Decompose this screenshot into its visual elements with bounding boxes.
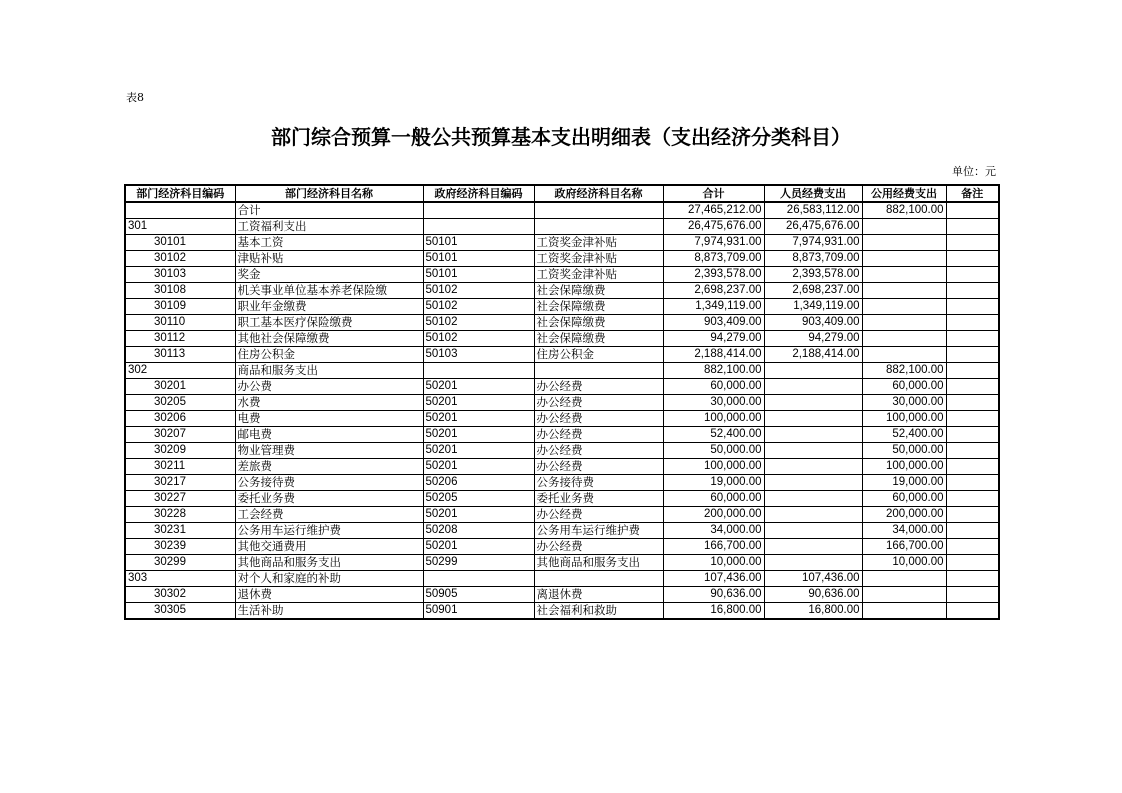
public-cell bbox=[862, 251, 946, 267]
dept-code-cell: 30299 bbox=[125, 555, 235, 571]
gov-name-cell: 办公经费 bbox=[534, 539, 663, 555]
public-cell bbox=[862, 571, 946, 587]
personnel-cell: 2,188,414.00 bbox=[764, 347, 862, 363]
dept-code-cell: 30103 bbox=[125, 267, 235, 283]
budget-detail-table bbox=[124, 184, 1000, 620]
gov-name-cell: 办公经费 bbox=[534, 459, 663, 475]
total-cell: 94,279.00 bbox=[663, 331, 764, 347]
table-row bbox=[125, 235, 999, 251]
personnel-cell: 1,349,119.00 bbox=[764, 299, 862, 315]
total-cell: 903,409.00 bbox=[663, 315, 764, 331]
dept-name-cell: 水费 bbox=[235, 395, 423, 411]
note-cell bbox=[946, 491, 999, 507]
gov-code-cell: 50201 bbox=[423, 507, 534, 523]
table-row bbox=[125, 571, 999, 587]
table-row bbox=[125, 539, 999, 555]
public-cell bbox=[862, 603, 946, 620]
total-cell: 19,000.00 bbox=[663, 475, 764, 491]
table-number-label: 表8 bbox=[126, 91, 144, 104]
dept-code-cell: 30209 bbox=[125, 443, 235, 459]
public-cell bbox=[862, 235, 946, 251]
table-row bbox=[125, 331, 999, 347]
total-cell: 7,974,931.00 bbox=[663, 235, 764, 251]
personnel-cell: 2,698,237.00 bbox=[764, 283, 862, 299]
dept-code-cell: 30228 bbox=[125, 507, 235, 523]
total-cell: 166,700.00 bbox=[663, 539, 764, 555]
dept-name-cell: 电费 bbox=[235, 411, 423, 427]
public-cell bbox=[862, 283, 946, 299]
gov-name-cell bbox=[534, 363, 663, 379]
public-cell: 200,000.00 bbox=[862, 507, 946, 523]
table-row bbox=[125, 283, 999, 299]
dept-name-cell: 合计 bbox=[235, 202, 423, 219]
note-cell bbox=[946, 571, 999, 587]
gov-code-cell: 50299 bbox=[423, 555, 534, 571]
dept-name-cell: 其他社会保障缴费 bbox=[235, 331, 423, 347]
table-row bbox=[125, 507, 999, 523]
note-cell bbox=[946, 283, 999, 299]
dept-code-cell: 30231 bbox=[125, 523, 235, 539]
note-cell bbox=[946, 315, 999, 331]
personnel-cell: 7,974,931.00 bbox=[764, 235, 862, 251]
gov-name-cell: 办公经费 bbox=[534, 427, 663, 443]
dept-name-cell: 办公费 bbox=[235, 379, 423, 395]
gov-code-cell bbox=[423, 219, 534, 235]
dept-code-cell: 30102 bbox=[125, 251, 235, 267]
table-header-row bbox=[125, 185, 999, 202]
note-cell bbox=[946, 539, 999, 555]
header-dept-name: 部门经济科目名称 bbox=[235, 185, 423, 202]
gov-name-cell: 办公经费 bbox=[534, 395, 663, 411]
public-cell: 100,000.00 bbox=[862, 411, 946, 427]
gov-name-cell bbox=[534, 571, 663, 587]
header-public: 公用经费支出 bbox=[862, 185, 946, 202]
dept-name-cell: 机关事业单位基本养老保险缴 bbox=[235, 283, 423, 299]
gov-code-cell: 50201 bbox=[423, 459, 534, 475]
gov-name-cell: 工资奖金津补贴 bbox=[534, 267, 663, 283]
table-row bbox=[125, 603, 999, 620]
note-cell bbox=[946, 251, 999, 267]
dept-code-cell: 30201 bbox=[125, 379, 235, 395]
header-gov-code: 政府经济科目编码 bbox=[423, 185, 534, 202]
public-cell: 100,000.00 bbox=[862, 459, 946, 475]
gov-code-cell bbox=[423, 202, 534, 219]
public-cell bbox=[862, 331, 946, 347]
public-cell: 60,000.00 bbox=[862, 491, 946, 507]
table-row bbox=[125, 251, 999, 267]
gov-name-cell: 社会福利和救助 bbox=[534, 603, 663, 620]
gov-name-cell: 公务用车运行维护费 bbox=[534, 523, 663, 539]
dept-name-cell: 物业管理费 bbox=[235, 443, 423, 459]
total-cell: 90,636.00 bbox=[663, 587, 764, 603]
gov-code-cell: 50101 bbox=[423, 267, 534, 283]
dept-name-cell: 公务接待费 bbox=[235, 475, 423, 491]
table-row bbox=[125, 363, 999, 379]
total-cell: 100,000.00 bbox=[663, 411, 764, 427]
gov-code-cell: 50102 bbox=[423, 315, 534, 331]
dept-name-cell: 工资福利支出 bbox=[235, 219, 423, 235]
total-cell: 50,000.00 bbox=[663, 443, 764, 459]
note-cell bbox=[946, 443, 999, 459]
header-gov-name: 政府经济科目名称 bbox=[534, 185, 663, 202]
total-cell: 10,000.00 bbox=[663, 555, 764, 571]
table-body bbox=[125, 202, 999, 619]
dept-code-cell: 30108 bbox=[125, 283, 235, 299]
note-cell bbox=[946, 475, 999, 491]
table-row bbox=[125, 475, 999, 491]
total-cell: 2,188,414.00 bbox=[663, 347, 764, 363]
dept-code-cell: 30101 bbox=[125, 235, 235, 251]
dept-code-cell: 303 bbox=[125, 571, 235, 587]
table-row bbox=[125, 315, 999, 331]
gov-code-cell: 50201 bbox=[423, 427, 534, 443]
note-cell bbox=[946, 427, 999, 443]
dept-code-cell: 30113 bbox=[125, 347, 235, 363]
dept-name-cell: 职业年金缴费 bbox=[235, 299, 423, 315]
public-cell: 19,000.00 bbox=[862, 475, 946, 491]
total-cell: 882,100.00 bbox=[663, 363, 764, 379]
personnel-cell bbox=[764, 475, 862, 491]
public-cell bbox=[862, 267, 946, 283]
dept-code-cell: 301 bbox=[125, 219, 235, 235]
personnel-cell bbox=[764, 491, 862, 507]
table-row bbox=[125, 395, 999, 411]
gov-code-cell: 50201 bbox=[423, 395, 534, 411]
note-cell bbox=[946, 363, 999, 379]
unit-label: 单位：元 bbox=[952, 165, 996, 178]
dept-name-cell: 委托业务费 bbox=[235, 491, 423, 507]
gov-code-cell: 50208 bbox=[423, 523, 534, 539]
dept-name-cell: 对个人和家庭的补助 bbox=[235, 571, 423, 587]
public-cell bbox=[862, 315, 946, 331]
dept-name-cell: 商品和服务支出 bbox=[235, 363, 423, 379]
dept-code-cell: 30305 bbox=[125, 603, 235, 620]
table-row bbox=[125, 299, 999, 315]
personnel-cell: 26,583,112.00 bbox=[764, 202, 862, 219]
public-cell bbox=[862, 219, 946, 235]
gov-code-cell: 50201 bbox=[423, 379, 534, 395]
header-total: 合计 bbox=[663, 185, 764, 202]
table-row bbox=[125, 459, 999, 475]
dept-code-cell: 30110 bbox=[125, 315, 235, 331]
total-cell: 100,000.00 bbox=[663, 459, 764, 475]
personnel-cell: 8,873,709.00 bbox=[764, 251, 862, 267]
gov-code-cell: 50101 bbox=[423, 235, 534, 251]
personnel-cell bbox=[764, 379, 862, 395]
gov-name-cell: 办公经费 bbox=[534, 379, 663, 395]
gov-name-cell: 办公经费 bbox=[534, 507, 663, 523]
total-cell: 34,000.00 bbox=[663, 523, 764, 539]
dept-name-cell: 津贴补贴 bbox=[235, 251, 423, 267]
note-cell bbox=[946, 411, 999, 427]
dept-code-cell: 30302 bbox=[125, 587, 235, 603]
page-title: 部门综合预算一般公共预算基本支出明细表（支出经济分类科目） bbox=[271, 125, 851, 149]
dept-name-cell: 退休费 bbox=[235, 587, 423, 603]
dept-code-cell: 30211 bbox=[125, 459, 235, 475]
note-cell bbox=[946, 379, 999, 395]
total-cell: 200,000.00 bbox=[663, 507, 764, 523]
dept-name-cell: 住房公积金 bbox=[235, 347, 423, 363]
gov-name-cell bbox=[534, 219, 663, 235]
gov-code-cell: 50201 bbox=[423, 411, 534, 427]
dept-code-cell: 30207 bbox=[125, 427, 235, 443]
gov-name-cell: 公务接待费 bbox=[534, 475, 663, 491]
dept-name-cell: 公务用车运行维护费 bbox=[235, 523, 423, 539]
personnel-cell bbox=[764, 411, 862, 427]
personnel-cell: 90,636.00 bbox=[764, 587, 862, 603]
gov-code-cell: 50201 bbox=[423, 539, 534, 555]
dept-code-cell bbox=[125, 202, 235, 219]
dept-code-cell: 30109 bbox=[125, 299, 235, 315]
gov-name-cell: 住房公积金 bbox=[534, 347, 663, 363]
personnel-cell bbox=[764, 539, 862, 555]
note-cell bbox=[946, 507, 999, 523]
dept-name-cell: 邮电费 bbox=[235, 427, 423, 443]
public-cell: 882,100.00 bbox=[862, 363, 946, 379]
gov-name-cell: 其他商品和服务支出 bbox=[534, 555, 663, 571]
note-cell bbox=[946, 555, 999, 571]
total-cell: 60,000.00 bbox=[663, 379, 764, 395]
public-cell: 882,100.00 bbox=[862, 202, 946, 219]
dept-code-cell: 30205 bbox=[125, 395, 235, 411]
table-row bbox=[125, 202, 999, 219]
gov-code-cell: 50103 bbox=[423, 347, 534, 363]
header-personnel: 人员经费支出 bbox=[764, 185, 862, 202]
gov-name-cell: 工资奖金津补贴 bbox=[534, 235, 663, 251]
note-cell bbox=[946, 603, 999, 620]
header-dept-code: 部门经济科目编码 bbox=[125, 185, 235, 202]
note-cell bbox=[946, 523, 999, 539]
dept-name-cell: 职工基本医疗保险缴费 bbox=[235, 315, 423, 331]
gov-code-cell: 50102 bbox=[423, 299, 534, 315]
dept-name-cell: 其他商品和服务支出 bbox=[235, 555, 423, 571]
table-row bbox=[125, 379, 999, 395]
personnel-cell: 26,475,676.00 bbox=[764, 219, 862, 235]
personnel-cell: 94,279.00 bbox=[764, 331, 862, 347]
public-cell: 50,000.00 bbox=[862, 443, 946, 459]
note-cell bbox=[946, 202, 999, 219]
note-cell bbox=[946, 267, 999, 283]
table-row bbox=[125, 427, 999, 443]
personnel-cell: 903,409.00 bbox=[764, 315, 862, 331]
gov-code-cell: 50205 bbox=[423, 491, 534, 507]
note-cell bbox=[946, 299, 999, 315]
gov-name-cell: 社会保障缴费 bbox=[534, 299, 663, 315]
total-cell: 107,436.00 bbox=[663, 571, 764, 587]
gov-name-cell: 委托业务费 bbox=[534, 491, 663, 507]
gov-code-cell: 50201 bbox=[423, 443, 534, 459]
table-row bbox=[125, 491, 999, 507]
gov-code-cell: 50102 bbox=[423, 331, 534, 347]
gov-name-cell: 社会保障缴费 bbox=[534, 315, 663, 331]
dept-code-cell: 302 bbox=[125, 363, 235, 379]
note-cell bbox=[946, 235, 999, 251]
table-row bbox=[125, 347, 999, 363]
personnel-cell bbox=[764, 395, 862, 411]
personnel-cell: 107,436.00 bbox=[764, 571, 862, 587]
dept-name-cell: 其他交通费用 bbox=[235, 539, 423, 555]
gov-code-cell: 50901 bbox=[423, 603, 534, 620]
personnel-cell bbox=[764, 555, 862, 571]
gov-name-cell: 社会保障缴费 bbox=[534, 331, 663, 347]
table-row bbox=[125, 587, 999, 603]
gov-name-cell bbox=[534, 202, 663, 219]
table-row bbox=[125, 555, 999, 571]
public-cell: 60,000.00 bbox=[862, 379, 946, 395]
table-row bbox=[125, 523, 999, 539]
total-cell: 60,000.00 bbox=[663, 491, 764, 507]
public-cell: 52,400.00 bbox=[862, 427, 946, 443]
public-cell: 166,700.00 bbox=[862, 539, 946, 555]
dept-code-cell: 30227 bbox=[125, 491, 235, 507]
total-cell: 30,000.00 bbox=[663, 395, 764, 411]
dept-code-cell: 30217 bbox=[125, 475, 235, 491]
personnel-cell bbox=[764, 523, 862, 539]
total-cell: 27,465,212.00 bbox=[663, 202, 764, 219]
total-cell: 8,873,709.00 bbox=[663, 251, 764, 267]
public-cell: 30,000.00 bbox=[862, 395, 946, 411]
dept-name-cell: 基本工资 bbox=[235, 235, 423, 251]
gov-name-cell: 办公经费 bbox=[534, 411, 663, 427]
dept-name-cell: 生活补助 bbox=[235, 603, 423, 620]
total-cell: 1,349,119.00 bbox=[663, 299, 764, 315]
public-cell: 10,000.00 bbox=[862, 555, 946, 571]
gov-name-cell: 办公经费 bbox=[534, 443, 663, 459]
note-cell bbox=[946, 459, 999, 475]
dept-code-cell: 30112 bbox=[125, 331, 235, 347]
personnel-cell bbox=[764, 459, 862, 475]
personnel-cell bbox=[764, 443, 862, 459]
personnel-cell: 2,393,578.00 bbox=[764, 267, 862, 283]
dept-name-cell: 奖金 bbox=[235, 267, 423, 283]
total-cell: 2,393,578.00 bbox=[663, 267, 764, 283]
public-cell: 34,000.00 bbox=[862, 523, 946, 539]
table-row bbox=[125, 219, 999, 235]
public-cell bbox=[862, 347, 946, 363]
personnel-cell bbox=[764, 507, 862, 523]
gov-code-cell bbox=[423, 571, 534, 587]
gov-code-cell: 50206 bbox=[423, 475, 534, 491]
total-cell: 52,400.00 bbox=[663, 427, 764, 443]
total-cell: 2,698,237.00 bbox=[663, 283, 764, 299]
gov-name-cell: 离退休费 bbox=[534, 587, 663, 603]
note-cell bbox=[946, 347, 999, 363]
personnel-cell: 16,800.00 bbox=[764, 603, 862, 620]
note-cell bbox=[946, 331, 999, 347]
total-cell: 26,475,676.00 bbox=[663, 219, 764, 235]
total-cell: 16,800.00 bbox=[663, 603, 764, 620]
public-cell bbox=[862, 587, 946, 603]
personnel-cell bbox=[764, 363, 862, 379]
table-row bbox=[125, 411, 999, 427]
dept-name-cell: 差旅费 bbox=[235, 459, 423, 475]
dept-code-cell: 30206 bbox=[125, 411, 235, 427]
gov-code-cell: 50102 bbox=[423, 283, 534, 299]
dept-name-cell: 工会经费 bbox=[235, 507, 423, 523]
gov-name-cell: 工资奖金津补贴 bbox=[534, 251, 663, 267]
gov-code-cell: 50101 bbox=[423, 251, 534, 267]
gov-code-cell: 50905 bbox=[423, 587, 534, 603]
gov-code-cell bbox=[423, 363, 534, 379]
table-row bbox=[125, 267, 999, 283]
public-cell bbox=[862, 299, 946, 315]
note-cell bbox=[946, 395, 999, 411]
personnel-cell bbox=[764, 427, 862, 443]
note-cell bbox=[946, 219, 999, 235]
header-note: 备注 bbox=[946, 185, 999, 202]
gov-name-cell: 社会保障缴费 bbox=[534, 283, 663, 299]
note-cell bbox=[946, 587, 999, 603]
table-row bbox=[125, 443, 999, 459]
dept-code-cell: 30239 bbox=[125, 539, 235, 555]
